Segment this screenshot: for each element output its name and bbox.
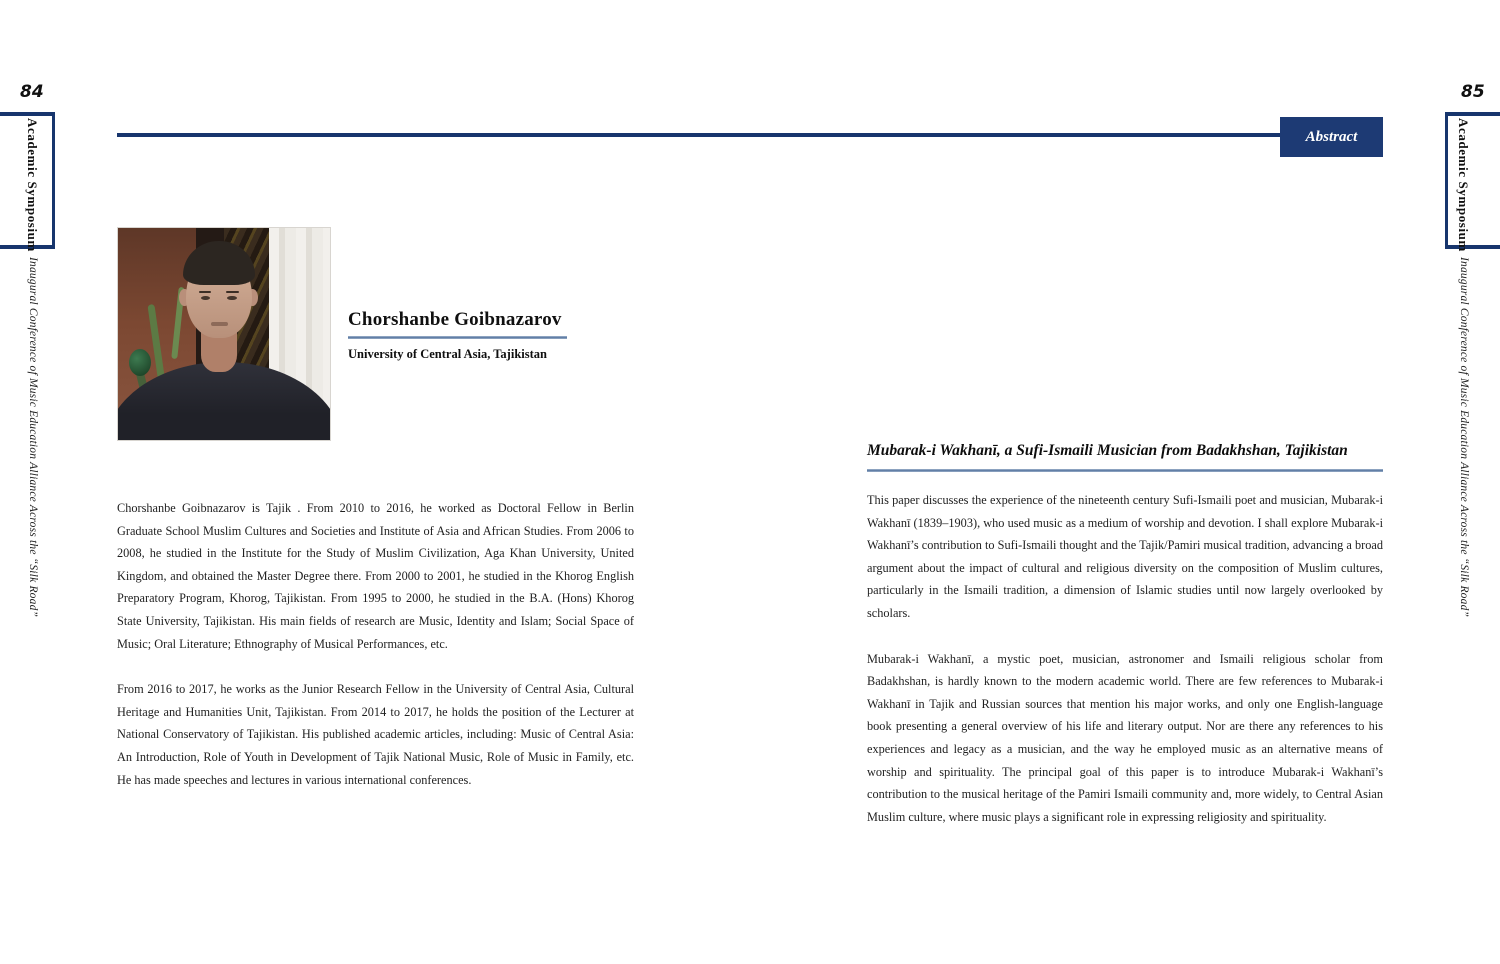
left-sidebar-top-rule	[0, 112, 55, 116]
photo-person-eye	[227, 296, 237, 300]
bio-paragraph: From 2016 to 2017, he works as the Junior Research Fellow in the University of Central Asia, Cultural Heritage and Humanities Unit, Tajikistan. From 2014 to 2017, he holds the position of the Lecturer at National Conservatory of Tajikistan. His published academic articles, including: Music of Central Asia: An Introduction, Role of Youth in Development of Tajik National Music, Role of Music in Family, etc. He has made speeches and lectures in various international conferences.	[117, 682, 634, 787]
abstract-title: Mubarak-i Wakhanī, a Sufi-Ismaili Musician from Badakhshan, Tajikistan	[867, 442, 1348, 459]
abstract-tab	[1280, 117, 1383, 157]
left-sidebar-section-title: Academic Symposium	[25, 118, 40, 252]
right-sidebar-top-rule	[1445, 112, 1500, 116]
right-sidebar-section-title: Academic Symposium	[1456, 118, 1471, 252]
speaker-name-underline	[348, 336, 567, 339]
bio-paragraph: Chorshanbe Goibnazarov is Tajik . From 2010 to 2016, he worked as Doctoral Fellow in Berlin Graduate School Muslim Cultures and Societies and Institute of Asia and African Studies. From 2006 to 2008, he studied in the Institute for the Study of Muslim Civilization, Aga Khan University, United Kingdom, and obtained the Master Degree there. From 2000 to 2001, he studied in the Khorog English Preparatory Program, Khorog, Tajikistan. From 1995 to 2000, he studied in the B.A. (Hons) Khorog State University, Tajikistan. His main fields of research are Music, Identity and Islam; Social Space of Music; Oral Literature; Ethnography of Musical Performances, etc.	[117, 501, 634, 651]
profile-photo	[117, 227, 331, 441]
photo-person-mouth	[211, 322, 228, 325]
speaker-affiliation: University of Central Asia, Tajikistan	[348, 347, 547, 361]
abstract-paragraph: This paper discusses the experience of the nineteenth century Sufi-Ismaili poet and musician, Mubarak-i Wakhanī (1839–1903), who used music as a medium of worship and devotion. I shall explore Mubarak-i Wakhanī’s contribution to Sufi-Ismaili thought and the Tajik/Pamiri musical tradition, advancing a broad argument about the impact of cultural and religious diversity on the composition of Muslim cultures, particularly in the Ismaili tradition, a dimension of Islamic studies until now largely overlooked by scholars.	[867, 493, 1383, 620]
abstract-title-underline	[867, 469, 1383, 472]
abstract-tab-label: Abstract	[1305, 128, 1358, 145]
header-rule	[117, 133, 1280, 137]
right-sidebar-conference-title: Inaugural Conference of Music Education Alliance Across the “Silk Road”	[1458, 257, 1470, 618]
abstract-paragraph: Mubarak-i Wakhanī, a mystic poet, musician, astronomer and Ismaili religious scholar from Badakhshan, is hardly known to the modern academic world. There are few references to Mubarak-i Wakhanī in Tajik and Russian sources that mention his major works, and only one English-language book presenting a general overview of his life and literary output. Nor are there any references to his experiences and legacy as a musician, and the way he employed music as an alternative means of worship and spirituality. The principal goal of this paper is to introduce Mubarak-i Wakhanī’s contribution to the musical heritage of the Pamiri Ismaili community and, more widely, to Central Asian Muslim culture, where music plays a significant role in expressing religiosity and spirituality.	[867, 651, 1383, 824]
left-page-number: 84	[20, 82, 44, 102]
right-sidebar-vertical-rule	[1445, 112, 1448, 249]
abstract-section	[867, 440, 1383, 828]
photo-person-eyebrow	[226, 291, 239, 294]
abstract-body	[867, 489, 1383, 828]
speaker-name: Chorshanbe Goibnazarov	[348, 309, 562, 330]
photo-plant-ornament	[129, 349, 151, 376]
right-sidebar-bottom-rule	[1445, 245, 1500, 249]
right-page-number: 85	[1461, 82, 1485, 102]
photo-person-eyebrow	[199, 291, 212, 294]
left-sidebar-vertical-rule	[52, 112, 55, 249]
left-sidebar-conference-title: Inaugural Conference of Music Education Alliance Across the “Silk Road”	[27, 257, 39, 618]
speaker-bio	[117, 497, 634, 791]
